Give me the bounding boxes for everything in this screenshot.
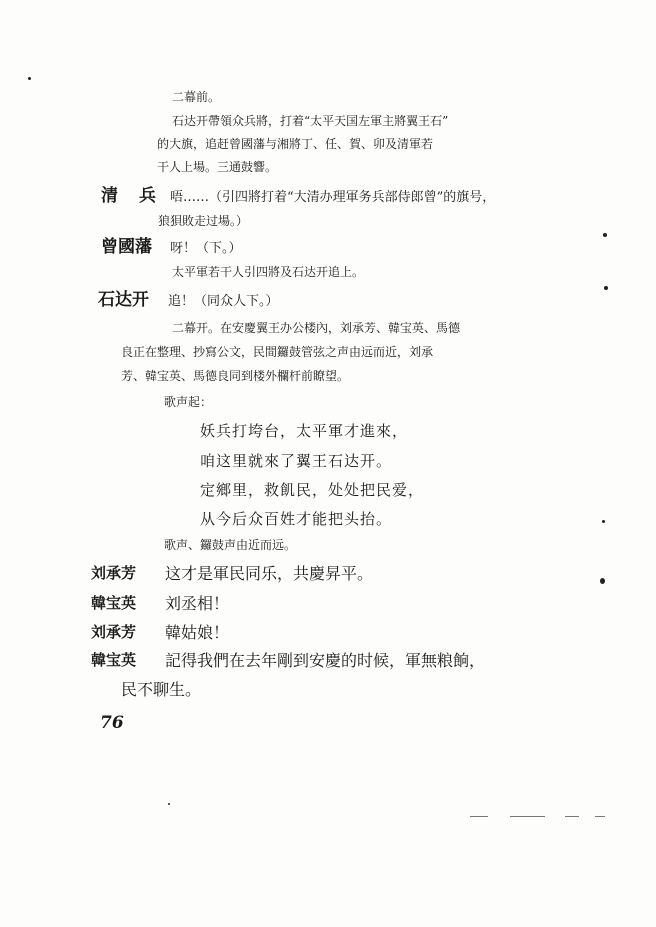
dialogue-text: 刘丞相！ <box>165 594 230 613</box>
speaker-name: 韓宝英 <box>91 594 137 612</box>
scan-mark <box>595 816 605 817</box>
dialogue-text: 追！（同众人下。） <box>168 294 279 309</box>
scan-speck <box>604 286 608 290</box>
song-line: 从今后众百姓才能把头抬。 <box>200 510 393 528</box>
scan-mark <box>565 816 579 817</box>
song-line: 妖兵打垮台，太平軍才進來， <box>200 422 409 440</box>
stage-direction: 二幕前。 <box>172 90 221 104</box>
scan-speck <box>28 77 31 80</box>
stage-direction: 芳、韓宝英、馬德良同到楼外欄杆前瞭望。 <box>121 369 350 383</box>
stage-direction: 歌声、鑼鼓声由近而远。 <box>164 538 297 552</box>
dialogue-text: 这才是軍民同乐，共慶昇平。 <box>165 564 374 583</box>
speaker-name: 石达开 <box>98 290 149 310</box>
speaker-name: 刘承芳 <box>91 564 137 582</box>
speaker-name: 清 兵 <box>101 186 158 206</box>
speaker-name: 曾國藩 <box>101 237 152 257</box>
stage-direction: 的大旗，追赶曾國藩与湘將丁、任、賀、卯及清軍若 <box>157 137 434 151</box>
scan-mark <box>510 816 545 817</box>
stage-direction: 歌声起： <box>164 395 213 409</box>
dialogue-text: 民不聊生。 <box>121 680 202 699</box>
scan-mark <box>470 816 488 817</box>
dialogue-text: 記得我們在去年剛到安慶的时候，軍無粮餉， <box>165 651 486 670</box>
stage-direction: 太平軍若干人引四將及石达开追上。 <box>172 265 365 279</box>
scan-speck <box>603 233 607 237</box>
stage-direction: 二幕开。在安慶翼王办公楼內，刘承芳、韓宝英、馬德 <box>172 321 461 335</box>
stage-direction: 干人上場。三通鼓響。 <box>157 160 278 174</box>
song-line: 咱这里就來了翼王石达开。 <box>200 452 393 470</box>
scan-speck <box>602 520 605 523</box>
speaker-name: 韓宝英 <box>91 651 137 669</box>
dialogue-text: 呀！（下。） <box>170 241 242 256</box>
speaker-name: 刘承芳 <box>91 623 137 641</box>
scan-speck <box>600 578 605 584</box>
page-number: 76 <box>100 713 124 733</box>
song-line: 定鄉里，救飢民，处处把民爱， <box>200 481 425 499</box>
stage-direction: 狼狽敗走过場。） <box>158 214 249 228</box>
dialogue-text: 唔……（引四將打着“大清办理軍务兵部侍郎曾”的旗号， <box>170 190 496 205</box>
dialogue-text: 韓姑娘！ <box>165 623 230 642</box>
stage-direction: 石达开帶領众兵將，打着“太平天国左軍主將翼王石” <box>172 114 449 128</box>
stage-direction: 良正在整理、抄寫公文，民間鑼鼓管弦之声由远而近，刘承 <box>121 345 434 359</box>
scan-speck <box>168 803 170 805</box>
